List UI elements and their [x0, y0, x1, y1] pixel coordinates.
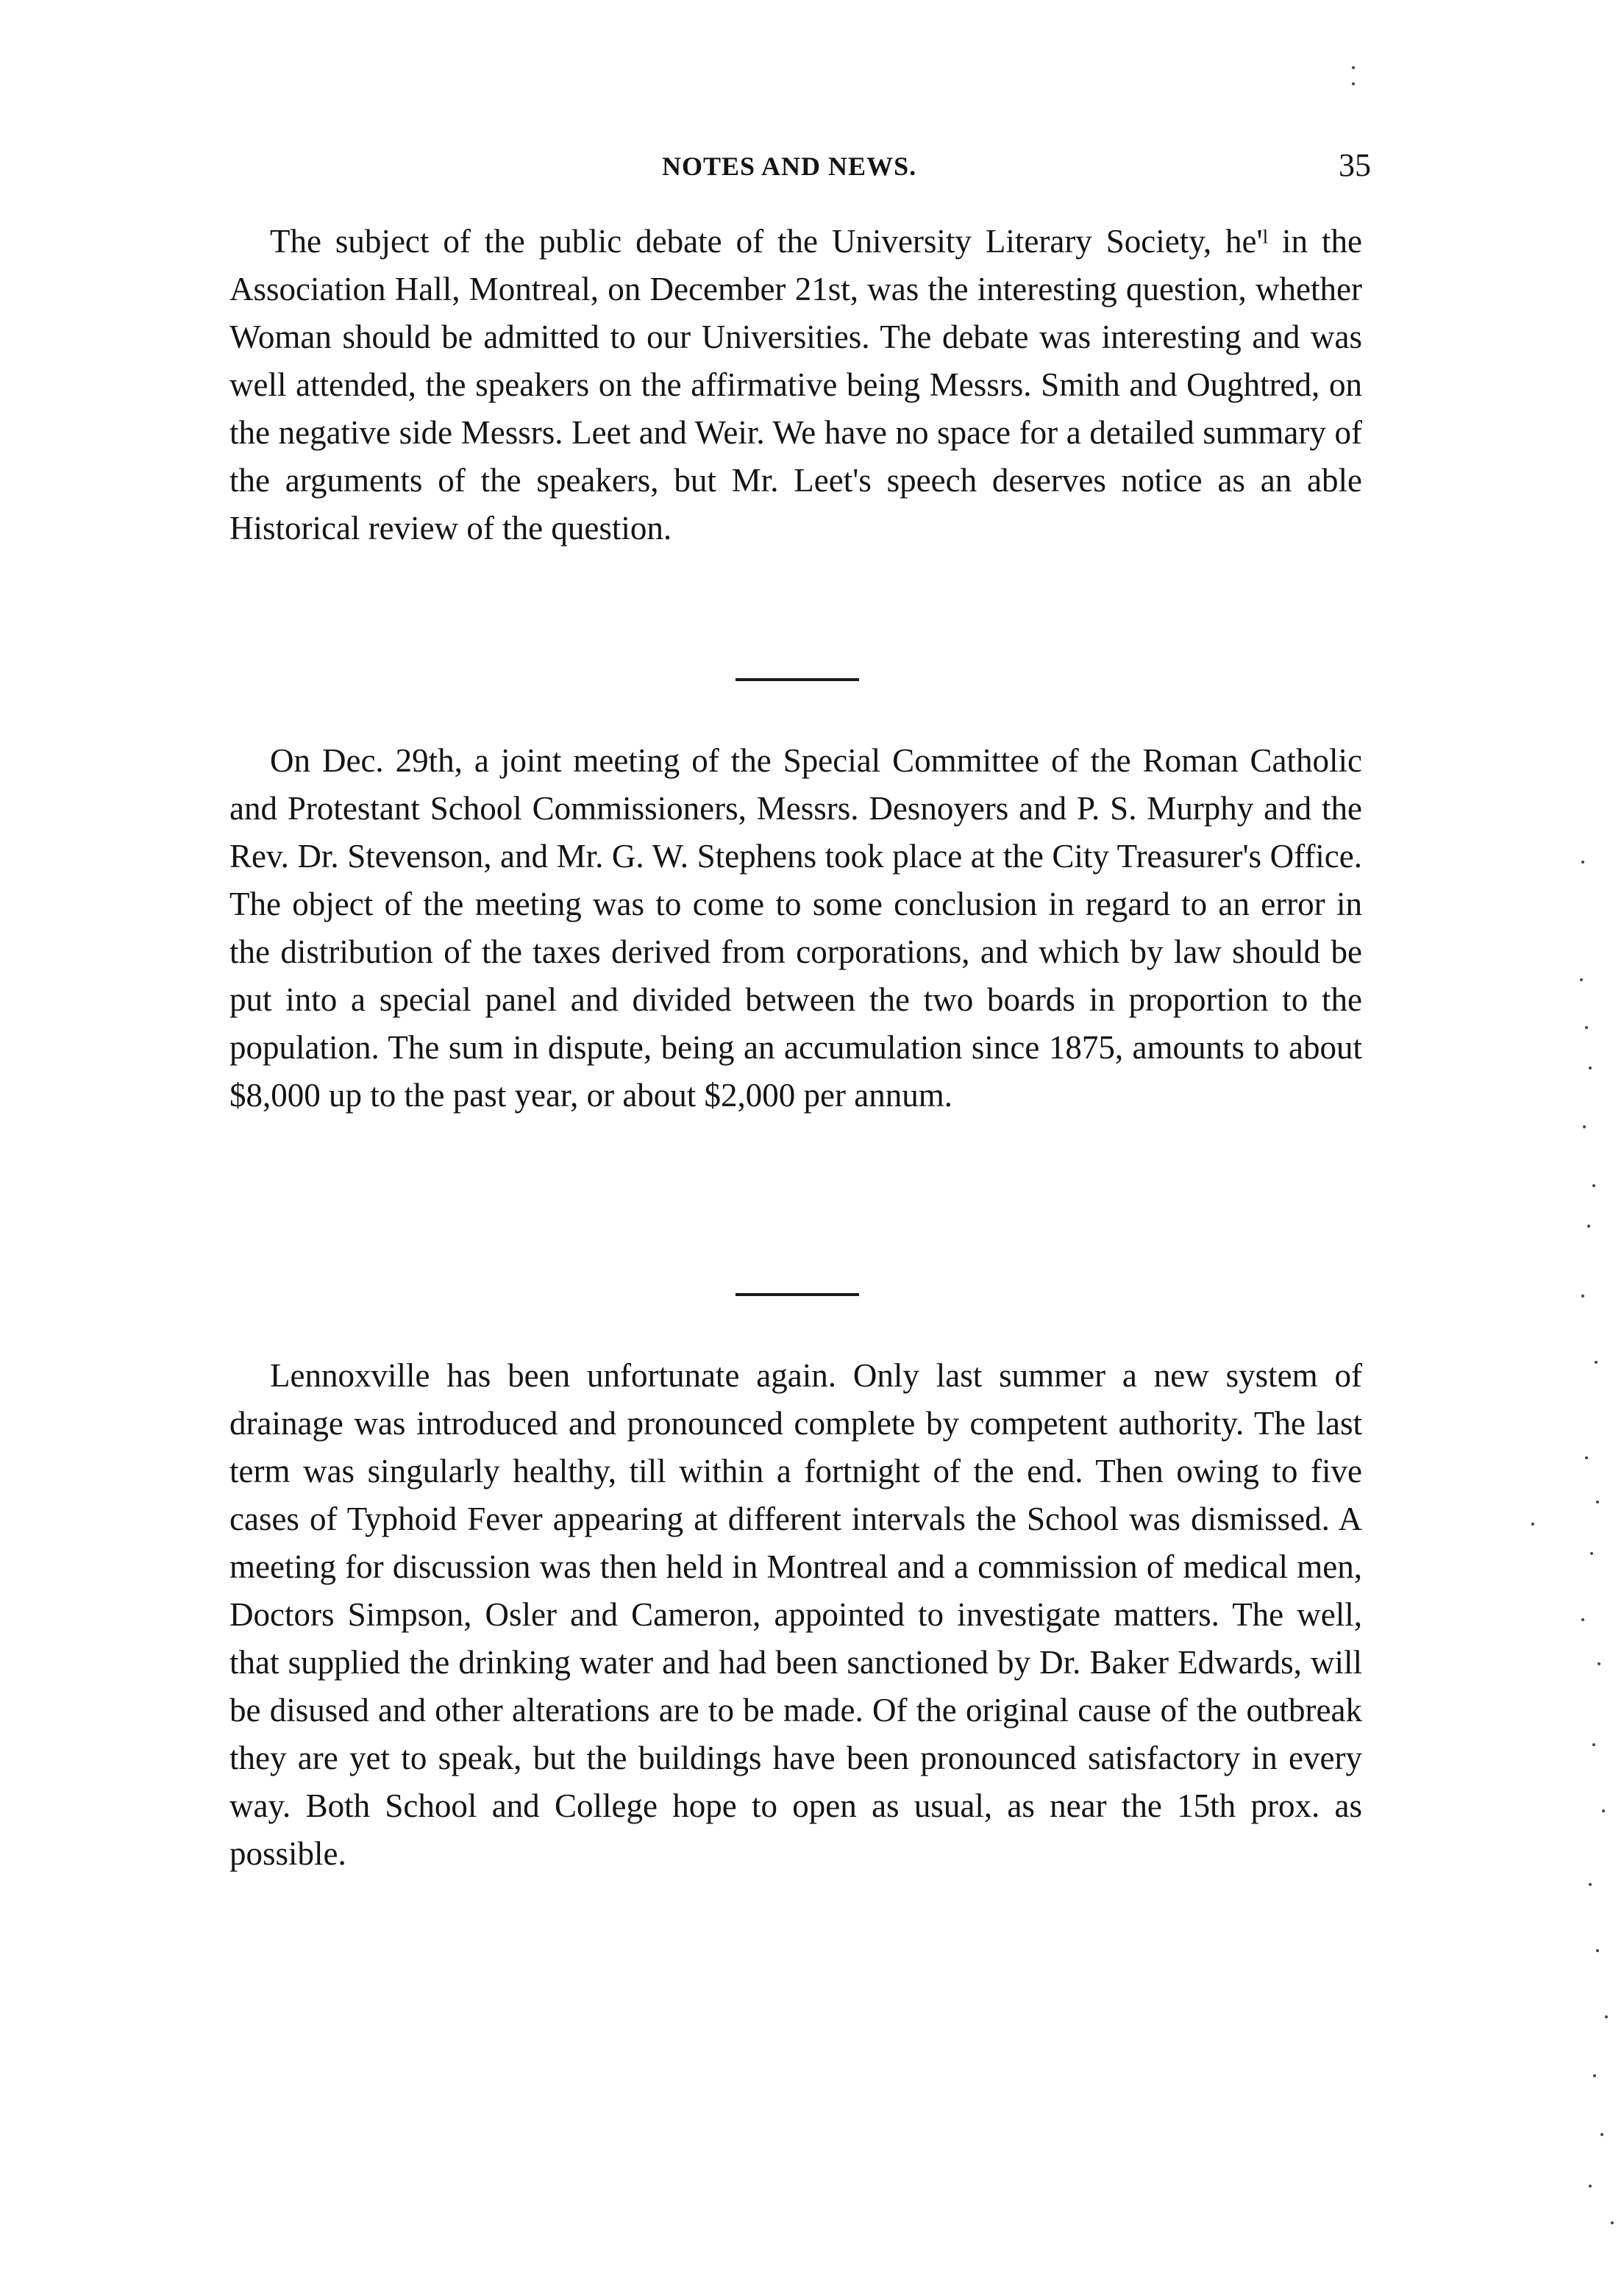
section-divider	[736, 678, 859, 681]
article-lennoxville-typhoid	[229, 1352, 1362, 1878]
section-divider	[736, 1293, 859, 1296]
running-title: NOTES AND NEWS.	[662, 152, 917, 181]
paragraph: On Dec. 29th, a joint meeting of the Special Committee of the Roman Catholic and Protestant School Commissioners, Messrs. Desnoyers and P. S. Murphy and the Rev. Dr. Stevenson, and Mr. G. W. Stephens took place at the City Treasurer's Office. The object of the meeting was to come to some conclusion in regard to an error in the distribution of the taxes derived from corporations, and which by law should be put into a special panel and divided between the two boards in proportion to the population. The sum in dispute, being an accumulation since 1875, amounts to about $8,000 up to the past year, or about $2,000 per annum.	[229, 742, 1362, 1114]
article-literary-society-debate	[229, 218, 1362, 552]
paragraph: The subject of the public debate of the University Literary Society, he'ˡ in the Association Hall, Montreal, on December 21st, was the interesting question, whether Woman should be admitted to our Universities. The debate was interesting and was well attended, the speakers on the affirmative being Messrs. Smith and Oughtred, on the negative side Messrs. Leet and Weir. We have no space for a detailed summary of the arguments of the speakers, but Mr. Leet's speech deserves notice as an able Historical review of the question.	[229, 223, 1362, 547]
paragraph: Lennoxville has been unfortunate again. Only last summer a new system of drainage was introduced and pronounced complete by competent authority. The last term was singularly healthy, till within a fortnight of the end. Then owing to five cases of Typhoid Fever appearing at different intervals the School was dismissed. A meeting for discussion was then held in Montreal and a commission of medical men, Doctors Simpson, Osler and Cameron, appointed to investigate matters. The well, that supplied the drinking water and had been sanctioned by Dr. Baker Edwards, will be disused and other alterations are to be made. Of the original cause of the outbreak they are yet to speak, but the buildings have been pronounced satisfactory in every way. Both School and College hope to open as usual, as near the 15th prox. as possible.	[229, 1357, 1362, 1872]
article-school-commissioners-meeting	[229, 737, 1362, 1120]
page-number: 35	[1339, 147, 1371, 183]
page-header	[0, 147, 1624, 195]
